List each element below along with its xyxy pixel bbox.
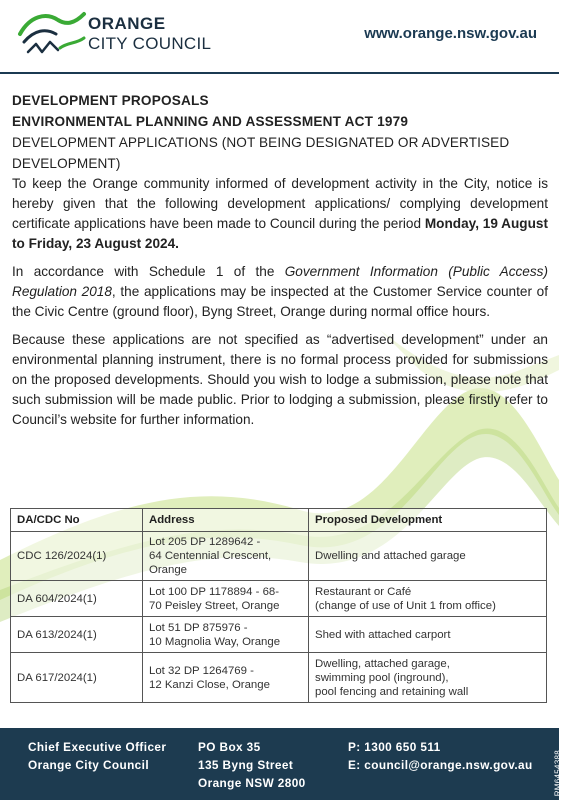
cell-address bbox=[143, 617, 309, 653]
footer-organisation: Orange City Council bbox=[28, 758, 149, 772]
column-header-proposed-development: Proposed Development bbox=[309, 509, 547, 532]
address-line: 70 Peisley Street, Orange bbox=[149, 599, 280, 612]
column-header-da-no: DA/CDC No bbox=[11, 509, 143, 532]
heading-development-proposals: DEVELOPMENT PROPOSALS bbox=[12, 93, 209, 108]
table-row bbox=[11, 581, 547, 617]
page-header bbox=[0, 0, 559, 70]
footer-street: 135 Byng Street bbox=[198, 758, 294, 772]
paragraph-inspection bbox=[12, 262, 548, 322]
cell-proposed-development bbox=[309, 617, 547, 653]
development-line: Dwelling, attached garage, bbox=[315, 657, 450, 670]
cell-proposed-development bbox=[309, 532, 547, 581]
orange-city-council-logo-icon bbox=[14, 8, 94, 62]
column-header-address: Address bbox=[143, 509, 309, 532]
notice-body bbox=[12, 90, 548, 436]
header-divider bbox=[0, 72, 559, 74]
address-line: Lot 205 DP 1289642 - bbox=[149, 536, 261, 548]
page-footer bbox=[0, 728, 559, 800]
heading-planning-act: ENVIRONMENTAL PLANNING AND ASSESSMENT ACT 1979 bbox=[12, 114, 409, 129]
address-line: 12 Kanzi Close, Orange bbox=[149, 678, 270, 691]
development-line: pool fencing and retaining wall bbox=[315, 685, 469, 698]
address-line: Lot 100 DP 1178894 - 68- bbox=[149, 585, 280, 598]
address-line: Orange bbox=[149, 564, 187, 576]
footer-contact-officer bbox=[28, 738, 166, 774]
applications-table-container bbox=[10, 508, 547, 703]
table-row bbox=[11, 532, 547, 581]
paragraph-notice-text: To keep the Orange community informed of development activity in the City, notice is hereby given that the following development applications/ complying development certificate applications have been made to Council during the period bbox=[12, 176, 548, 231]
cell-proposed-development bbox=[309, 653, 547, 703]
footer-suburb: Orange NSW 2800 bbox=[198, 776, 306, 790]
footer-phone[interactable]: P: 1300 650 511 bbox=[348, 740, 441, 754]
development-line: Shed with attached carport bbox=[315, 628, 451, 641]
cell-da-no: DA 604/2024(1) bbox=[11, 581, 143, 617]
development-line: Restaurant or Café bbox=[315, 585, 412, 598]
address-line: Lot 51 DP 875976 - bbox=[149, 621, 248, 634]
table-row bbox=[11, 617, 547, 653]
logo-wordmark-line2: CITY COUNCIL bbox=[88, 34, 212, 53]
cell-da-no: DA 613/2024(1) bbox=[11, 617, 143, 653]
cell-da-no: CDC 126/2024(1) bbox=[11, 532, 143, 581]
development-line: (change of use of Unit 1 from office) bbox=[315, 599, 496, 612]
cell-proposed-development bbox=[309, 581, 547, 617]
footer-officer-title: Chief Executive Officer bbox=[28, 740, 167, 754]
cell-da-no: DA 617/2024(1) bbox=[11, 653, 143, 703]
address-line: Lot 32 DP 1264769 - bbox=[149, 664, 254, 677]
cell-address bbox=[143, 653, 309, 703]
table-row bbox=[11, 653, 547, 703]
address-line: 10 Magnolia Way, Orange bbox=[149, 635, 281, 648]
applications-table bbox=[10, 508, 547, 703]
table-header-row bbox=[11, 509, 547, 532]
document-reference-number: RM6454388 bbox=[553, 750, 562, 797]
cell-address bbox=[143, 532, 309, 581]
paragraph-submissions: Because these applications are not specified as “advertised development” under an environmental planning instrument, there is no formal process provided for submissions on the proposed developments. Should you wish to lodge a submission, please note that such submission will be made public. Prior to lodging a submission, please firstly refer to Council’s website for further information. bbox=[12, 332, 548, 427]
development-line: Dwelling and attached garage bbox=[315, 550, 466, 562]
footer-email[interactable]: E: council@orange.nsw.gov.au bbox=[348, 758, 533, 772]
notice-period-dates: Monday, 19 August to Friday, 23 August 2024. bbox=[12, 216, 548, 251]
footer-postal-address bbox=[198, 738, 306, 792]
heading-development-applications: DEVELOPMENT APPLICATIONS (NOT BEING DESIGNATED OR ADVERTISED DEVELOPMENT) bbox=[12, 135, 510, 171]
cell-address bbox=[143, 581, 309, 617]
inspection-text-after: , the applications may be inspected at the Customer Service counter of the Civic Centre (ground floor), Byng Street, Orange during normal office hours. bbox=[12, 284, 548, 319]
paragraph-notice-period bbox=[12, 174, 548, 254]
footer-contact-details bbox=[348, 738, 533, 774]
website-link[interactable]: www.orange.nsw.gov.au bbox=[364, 25, 537, 42]
regulation-title: Government Information (Public Access) Regulation 2018 bbox=[12, 264, 548, 299]
logo-wordmark-line1: ORANGE bbox=[88, 14, 166, 33]
inspection-text-before: In accordance with Schedule 1 of the bbox=[12, 264, 285, 279]
address-line: 64 Centennial Crescent, bbox=[149, 550, 272, 562]
footer-po-box: PO Box 35 bbox=[198, 740, 261, 754]
development-line: swimming pool (inground), bbox=[315, 671, 449, 684]
